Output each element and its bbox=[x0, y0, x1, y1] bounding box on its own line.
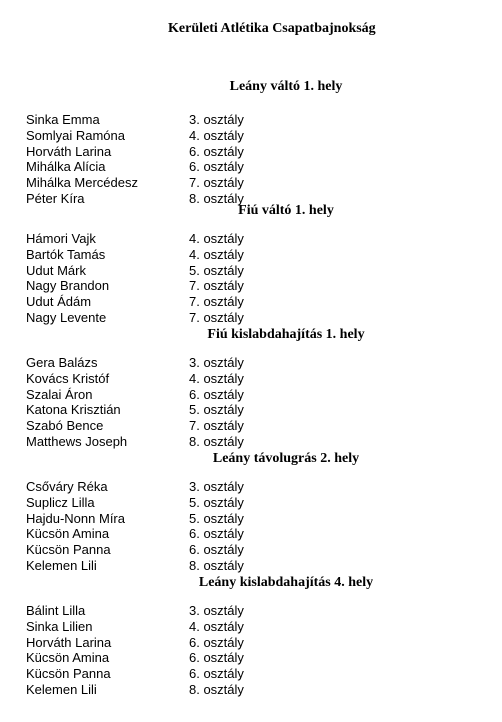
athlete-grade: 5. osztály bbox=[189, 262, 244, 278]
athlete-grade: 6. osztály bbox=[189, 666, 244, 682]
section-heading: Leány távolugrás 2. hely bbox=[212, 451, 360, 466]
result-row bbox=[0, 247, 502, 263]
result-row bbox=[0, 526, 502, 542]
athlete-name: Hajdu-Nonn Míra bbox=[26, 510, 125, 526]
athlete-name: Hámori Vajk bbox=[26, 231, 96, 246]
section-leany-kislabda bbox=[0, 574, 502, 698]
athlete-name: Sinka Emma bbox=[26, 112, 100, 127]
athlete-name: Bálint Lilla bbox=[26, 603, 86, 618]
athlete-name: Horváth Larina bbox=[26, 143, 112, 159]
result-row bbox=[0, 603, 502, 619]
athlete-name: Mihálka Alícia bbox=[26, 159, 106, 175]
result-row bbox=[0, 355, 502, 371]
athlete-grade: 5. osztály bbox=[189, 402, 244, 418]
result-row bbox=[0, 434, 502, 450]
athlete-name: Horváth Larina bbox=[26, 634, 112, 650]
athlete-name: Katona Krisztián bbox=[26, 402, 121, 418]
athlete-grade: 6. osztály bbox=[189, 143, 244, 159]
athlete-name: Kücsön Amina bbox=[26, 650, 110, 666]
athlete-grade: 4. osztály bbox=[189, 231, 244, 246]
result-row bbox=[0, 112, 502, 128]
result-row bbox=[0, 666, 502, 682]
result-row bbox=[0, 310, 502, 326]
section-fiu-kislabda bbox=[0, 326, 502, 450]
result-row bbox=[0, 650, 502, 666]
result-row bbox=[0, 479, 502, 495]
athlete-name: Szabó Bence bbox=[26, 418, 104, 434]
athlete-name: Kovács Kristóf bbox=[26, 370, 110, 386]
athlete-grade: 7. osztály bbox=[189, 278, 244, 294]
section-heading: Fiú váltó 1. hely bbox=[238, 203, 334, 218]
athlete-grade: 5. osztály bbox=[189, 510, 244, 526]
result-row bbox=[0, 159, 502, 175]
athlete-grade: 3. osztály bbox=[189, 112, 244, 127]
athlete-grade: 5. osztály bbox=[189, 494, 244, 510]
document-title: Kerületi Atlétika Csapatbajnokság bbox=[168, 21, 376, 36]
athlete-grade: 6. osztály bbox=[189, 650, 244, 666]
result-row bbox=[0, 511, 502, 527]
result-row bbox=[0, 402, 502, 418]
result-list bbox=[0, 479, 502, 574]
section-leany-tavolugras bbox=[0, 450, 502, 574]
result-row bbox=[0, 387, 502, 403]
athlete-name: Gera Balázs bbox=[26, 355, 98, 370]
athlete-grade: 6. osztály bbox=[189, 526, 244, 542]
athlete-name: Kelemen Lili bbox=[26, 557, 97, 573]
athlete-grade: 6. osztály bbox=[189, 634, 244, 650]
section-heading: Leány kislabdahajítás 4. hely bbox=[198, 575, 374, 590]
athlete-name: Péter Kíra bbox=[26, 190, 85, 206]
athlete-grade: 8. osztály bbox=[189, 681, 244, 697]
athlete-name: Bartók Tamás bbox=[26, 246, 106, 262]
athlete-name: Csőváry Réka bbox=[26, 479, 108, 494]
result-row bbox=[0, 635, 502, 651]
result-row bbox=[0, 619, 502, 635]
section-heading: Fiú kislabdahajítás 1. hely bbox=[207, 327, 365, 342]
athlete-grade: 7. osztály bbox=[189, 294, 244, 310]
result-row bbox=[0, 495, 502, 511]
section-heading: Leány váltó 1. hely bbox=[229, 79, 343, 94]
athlete-grade: 6. osztály bbox=[189, 386, 244, 402]
result-row bbox=[0, 175, 502, 191]
athlete-grade: 3. osztály bbox=[189, 603, 244, 618]
result-list bbox=[0, 603, 502, 698]
athlete-grade: 7. osztály bbox=[189, 418, 244, 434]
section-fiu-valto bbox=[0, 202, 502, 326]
result-row bbox=[0, 263, 502, 279]
result-row bbox=[0, 418, 502, 434]
athlete-grade: 8. osztály bbox=[189, 190, 244, 206]
athlete-name: Udut Ádám bbox=[26, 294, 92, 310]
result-list bbox=[0, 112, 502, 207]
result-row bbox=[0, 231, 502, 247]
result-row bbox=[0, 278, 502, 294]
athlete-name: Somlyai Ramóna bbox=[26, 127, 125, 143]
athlete-name: Kelemen Lili bbox=[26, 681, 97, 697]
result-row bbox=[0, 371, 502, 387]
athlete-name: Suplicz Lilla bbox=[26, 494, 95, 510]
result-row bbox=[0, 144, 502, 160]
athlete-grade: 4. osztály bbox=[189, 618, 244, 634]
athlete-name: Udut Márk bbox=[26, 262, 86, 278]
athlete-name: Kücsön Panna bbox=[26, 542, 111, 558]
athlete-name: Mihálka Mercédesz bbox=[26, 175, 138, 191]
result-list bbox=[0, 231, 502, 326]
athlete-grade: 4. osztály bbox=[189, 370, 244, 386]
athlete-grade: 3. osztály bbox=[189, 479, 244, 494]
athlete-name: Matthews Joseph bbox=[26, 433, 128, 449]
athlete-name: Nagy Brandon bbox=[26, 278, 110, 294]
result-row bbox=[0, 558, 502, 574]
athlete-name: Nagy Levente bbox=[26, 309, 107, 325]
result-row bbox=[0, 542, 502, 558]
athlete-grade: 3. osztály bbox=[189, 355, 244, 370]
section-leany-valto bbox=[0, 78, 502, 207]
result-list bbox=[0, 355, 502, 450]
athlete-grade: 6. osztály bbox=[189, 542, 244, 558]
athlete-name: Sinka Lilien bbox=[26, 618, 93, 634]
athlete-grade: 7. osztály bbox=[189, 309, 244, 325]
athlete-grade: 4. osztály bbox=[189, 246, 244, 262]
athlete-name: Kücsön Panna bbox=[26, 666, 111, 682]
athlete-grade: 4. osztály bbox=[189, 127, 244, 143]
athlete-grade: 8. osztály bbox=[189, 557, 244, 573]
result-row bbox=[0, 682, 502, 698]
athlete-name: Kücsön Amina bbox=[26, 526, 110, 542]
athlete-grade: 6. osztály bbox=[189, 159, 244, 175]
athlete-grade: 8. osztály bbox=[189, 433, 244, 449]
result-row bbox=[0, 128, 502, 144]
athlete-grade: 7. osztály bbox=[189, 175, 244, 191]
result-row bbox=[0, 294, 502, 310]
athlete-name: Szalai Áron bbox=[26, 386, 93, 402]
